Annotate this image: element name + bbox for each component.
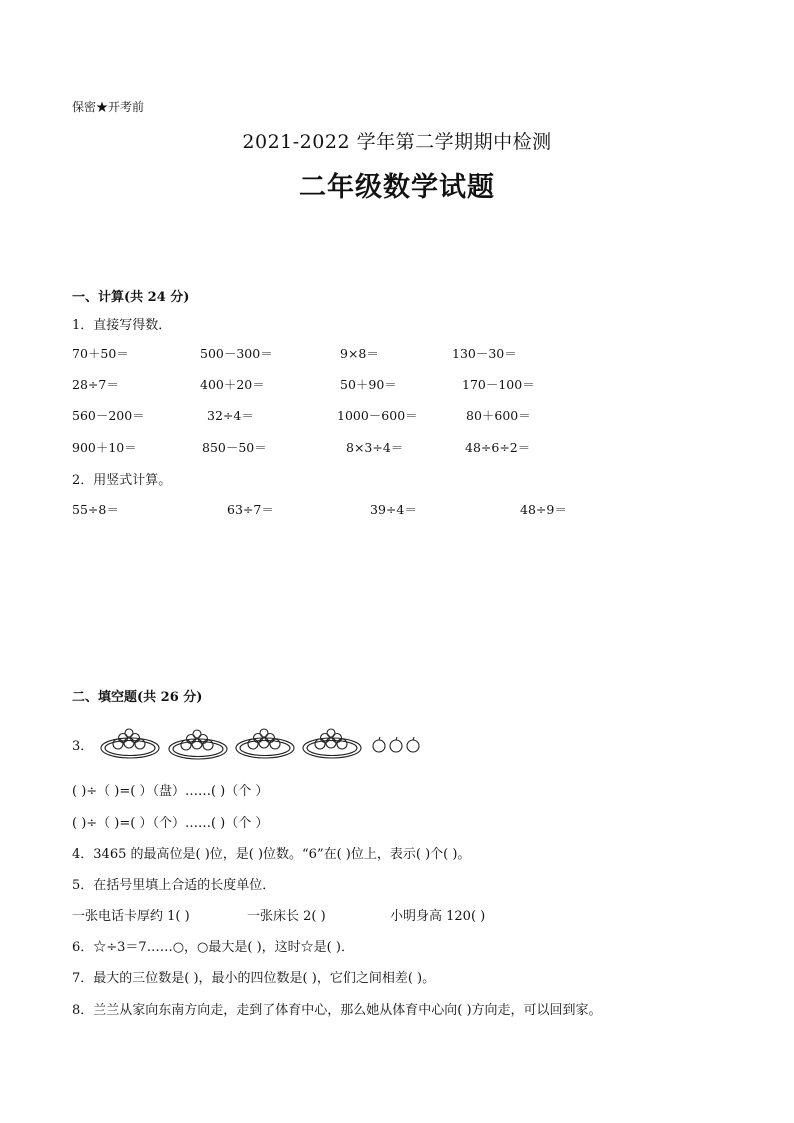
q7-text: 7．最大的三位数是( )，最小的四位数是( )，它们之间相差( )。	[72, 971, 436, 986]
q4-text: 4．3465 的最高位是( )位，是( )位数。“6”在( )位上，表示( )个( )。	[72, 847, 471, 862]
q5-item: 小明身高 120( )	[390, 909, 486, 924]
q1-item: 9×8＝	[340, 346, 379, 361]
q1-item: 70＋50＝	[72, 346, 129, 361]
q2-label: 2．用竖式计算。	[72, 473, 172, 488]
q2-item: 39÷4＝	[370, 502, 417, 517]
q1-item: 50＋90＝	[340, 377, 397, 392]
section1-heading: 一、计算(共 24 分)	[72, 290, 190, 305]
q3-line1: ( )÷（ )=( ）（盘）……( )（个 ）	[72, 784, 269, 799]
section2-heading: 二、填空题(共 26 分)	[72, 690, 203, 705]
q5-item: 一张床长 2( )	[247, 909, 326, 924]
q3-label: 3．	[72, 739, 94, 754]
q1-item: 80＋600＝	[466, 408, 531, 423]
q1-label: 1．直接写得数．	[72, 318, 172, 333]
apple-plate-icon	[169, 730, 227, 759]
q1-item: 48÷6÷2＝	[465, 440, 531, 455]
apple-plates-illustration	[100, 724, 430, 762]
q1-item: 32÷4＝	[207, 408, 254, 423]
q2-item: 48÷9＝	[520, 502, 567, 517]
q2-item: 63÷7＝	[227, 502, 274, 517]
q1-item: 850－50＝	[202, 440, 267, 455]
q1-item: 400＋20＝	[200, 377, 265, 392]
q1-item: 500－300＝	[200, 346, 273, 361]
q1-item: 8×3÷4＝	[346, 440, 404, 455]
apple-plate-icon	[303, 729, 361, 758]
q2-item: 55÷8＝	[72, 502, 119, 517]
q5-item: 一张电话卡厚约 1( )	[72, 909, 190, 924]
loose-apples-icon	[373, 737, 419, 752]
q6-text: 6．☆÷3＝7……○，○最大是( )，这时☆是( )．	[72, 940, 354, 955]
apple-plate-icon	[236, 729, 294, 758]
exam-title: 2021-2022 学年第二学期期中检测	[242, 131, 552, 153]
exam-subtitle: 二年级数学试题	[299, 172, 495, 203]
q1-item: 560－200＝	[72, 408, 145, 423]
q1-item: 900＋10＝	[72, 440, 137, 455]
q8-text: 8．兰兰从家向东南方向走，走到了体育中心，那么她从体育中心向( )方向走，可以回到家。	[72, 1003, 602, 1018]
q1-item: 170－100＝	[462, 377, 535, 392]
confidential-label: 保密★开考前	[72, 100, 145, 114]
q3-line2: ( )÷（ )=( ）（个）……( )（个 ）	[72, 816, 269, 831]
q5-text: 5．在括号里填上合适的长度单位．	[72, 878, 276, 893]
q1-item: 1000－600＝	[337, 408, 418, 423]
q1-item: 28÷7＝	[72, 377, 119, 392]
apple-plate-icon	[101, 729, 159, 758]
q1-item: 130－30＝	[452, 346, 517, 361]
